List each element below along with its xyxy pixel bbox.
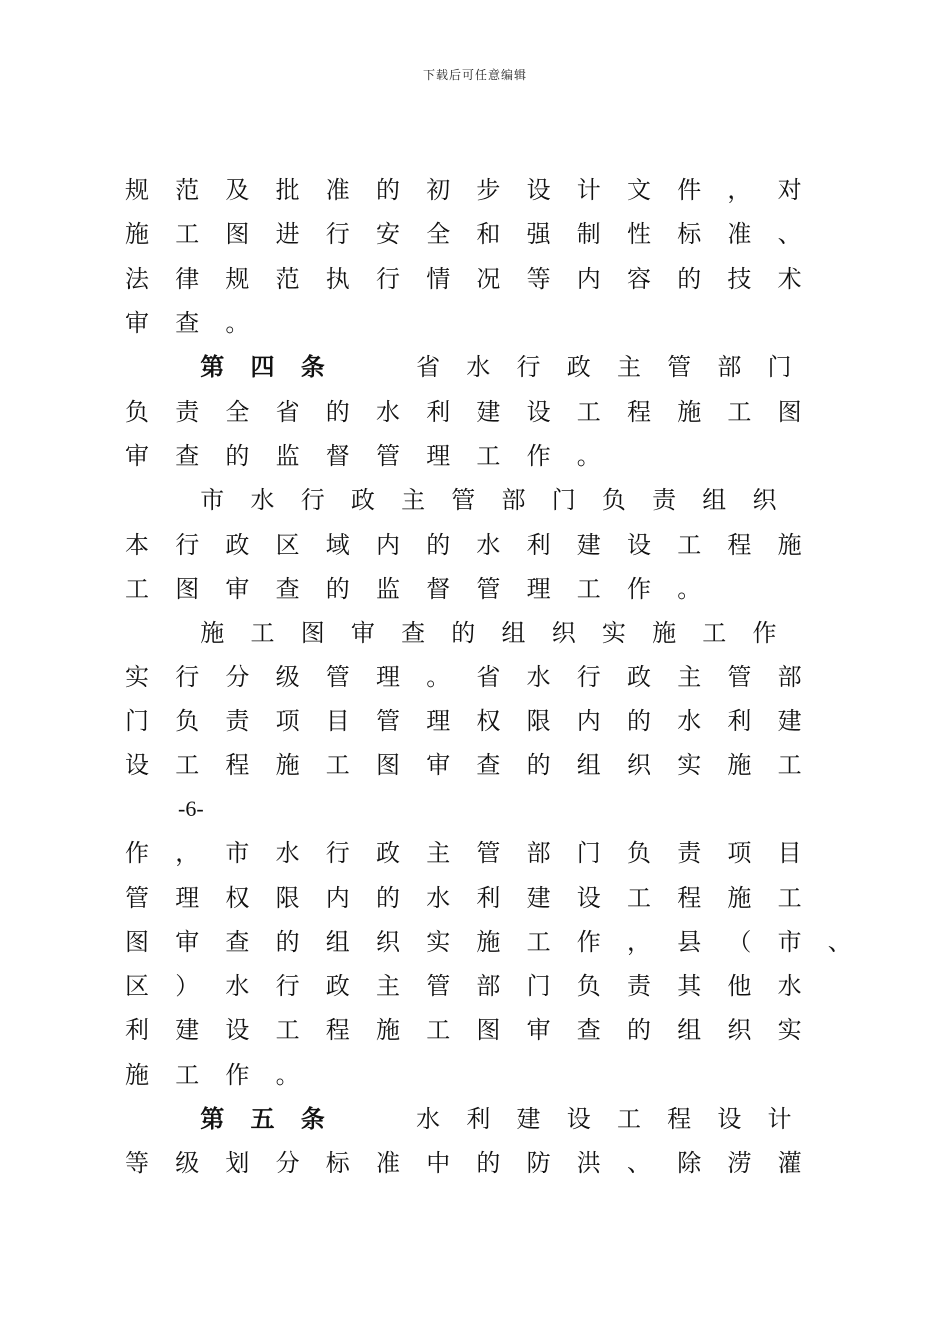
text-char: 建 <box>175 1016 200 1044</box>
text-char: 政 <box>627 663 651 691</box>
text-char: 级 <box>175 1149 200 1177</box>
text-char: 区 <box>275 531 300 559</box>
text-char: 管 <box>376 707 400 735</box>
text-line <box>0 920 950 964</box>
text-char: 行 <box>300 486 325 514</box>
text-line <box>0 434 950 478</box>
text-line <box>0 1008 950 1052</box>
text-char: 利 <box>125 1016 149 1044</box>
text-char: 作 <box>576 928 601 956</box>
text-char: 管 <box>667 353 692 381</box>
text-char: 部 <box>476 972 501 1000</box>
text-char: 情 <box>426 265 451 293</box>
text-char: 强 <box>526 220 551 248</box>
text-char: 查 <box>275 575 300 603</box>
text-char: 行 <box>325 839 350 867</box>
text-char: 监 <box>376 575 400 603</box>
text-char: 施 <box>727 884 752 912</box>
text-char: 权 <box>476 707 501 735</box>
text-char: 、 <box>777 220 802 248</box>
text-char: 的 <box>677 265 702 293</box>
text-char: 工 <box>702 619 727 647</box>
text-char: 的 <box>526 751 551 779</box>
text-char: 组 <box>576 751 601 779</box>
text-char: 管 <box>376 442 400 470</box>
text-char: 管 <box>426 972 451 1000</box>
text-char: 中 <box>426 1149 451 1177</box>
text-char: 利 <box>426 398 451 426</box>
text-line <box>0 567 950 611</box>
text-char: 准 <box>325 176 350 204</box>
text-char: 设 <box>576 884 601 912</box>
text-char: 图 <box>300 619 325 647</box>
text-char: 水 <box>250 486 275 514</box>
text-char: 、 <box>827 928 852 956</box>
text-char: 施 <box>125 220 149 248</box>
text-char: 工 <box>275 1016 300 1044</box>
text-char: 分 <box>225 663 250 691</box>
text-char: 组 <box>702 486 727 514</box>
text-char: 和 <box>476 220 501 248</box>
text-char: 部 <box>501 486 526 514</box>
text-char: 政 <box>325 972 350 1000</box>
text-char: 项 <box>275 707 300 735</box>
text-char: 政 <box>225 531 250 559</box>
text-char: 标 <box>325 1149 350 1177</box>
text-char: 工 <box>777 751 802 779</box>
text-line <box>0 876 950 920</box>
text-char: 的 <box>451 619 476 647</box>
text-char: 组 <box>325 928 350 956</box>
text-char: 部 <box>777 663 802 691</box>
text-char: 的 <box>627 707 651 735</box>
text-char: 涝 <box>727 1149 752 1177</box>
text-char: 程 <box>727 531 752 559</box>
text-char: 政 <box>350 486 375 514</box>
text-char: 内 <box>576 707 601 735</box>
text-char: 理 <box>426 442 451 470</box>
text-char: 的 <box>476 1149 501 1177</box>
text-char: 况 <box>476 265 501 293</box>
text-char: 限 <box>526 707 551 735</box>
text-char: 理 <box>426 707 451 735</box>
text-char: 水 <box>466 353 491 381</box>
text-line <box>0 699 950 743</box>
text-char: ， <box>627 928 651 956</box>
text-char: 灌 <box>777 1149 802 1177</box>
text-char: 程 <box>325 1016 350 1044</box>
text-char: 、 <box>627 1149 651 1177</box>
text-line <box>0 831 950 875</box>
text-char: 省 <box>476 663 501 691</box>
text-char: 理 <box>526 575 551 603</box>
text-char: 部 <box>526 839 551 867</box>
text-char: 建 <box>516 1105 541 1133</box>
text-char: 市 <box>777 928 802 956</box>
text-char: 门 <box>125 707 149 735</box>
text-line <box>0 964 950 1008</box>
text-char: 市 <box>225 839 250 867</box>
text-char: 实 <box>777 1016 802 1044</box>
page-header: 下载后可任意编辑 <box>422 68 527 82</box>
text-char: 门 <box>576 839 601 867</box>
text-char: 作 <box>752 619 777 647</box>
text-line <box>0 478 950 522</box>
text-char: 水 <box>376 398 400 426</box>
text-char: 工 <box>616 1105 641 1133</box>
text-char: 准 <box>727 220 752 248</box>
text-char: 行 <box>175 663 200 691</box>
text-char: 审 <box>225 575 250 603</box>
text-char: 负 <box>125 398 149 426</box>
text-char: 水 <box>275 839 300 867</box>
text-char: 工 <box>526 928 551 956</box>
text-char: 水 <box>426 884 451 912</box>
text-char: 设 <box>526 398 551 426</box>
text-char: 。 <box>225 309 250 337</box>
text-char: 作 <box>125 839 149 867</box>
text-line <box>0 257 950 301</box>
text-char: 作 <box>526 442 551 470</box>
text-char: 的 <box>426 531 451 559</box>
text-char: 。 <box>426 663 451 691</box>
text-char: 内 <box>576 265 601 293</box>
text-char: 设 <box>627 531 651 559</box>
text-char: 的 <box>376 176 400 204</box>
text-char: 的 <box>376 884 400 912</box>
text-char: 审 <box>175 928 200 956</box>
text-char: 进 <box>275 220 300 248</box>
text-char: 施 <box>125 1061 149 1089</box>
text-char: 审 <box>125 442 149 470</box>
text-char: 限 <box>275 884 300 912</box>
text-char: 律 <box>175 265 200 293</box>
text-char: 审 <box>426 751 451 779</box>
text-char: 工 <box>175 751 200 779</box>
text-char: 图 <box>225 220 250 248</box>
text-char: 主 <box>376 972 400 1000</box>
text-char: ） <box>175 972 200 1000</box>
text-char: 查 <box>401 619 426 647</box>
text-char: 全 <box>225 398 250 426</box>
text-char: 县 <box>677 928 702 956</box>
text-char: 批 <box>275 176 300 204</box>
text-char: 水 <box>225 972 250 1000</box>
text-char: 审 <box>350 619 375 647</box>
text-char: 目 <box>777 839 802 867</box>
text-char: 利 <box>526 531 551 559</box>
text-char: 标 <box>677 220 702 248</box>
text-char: 组 <box>677 1016 702 1044</box>
text-char: 门 <box>551 486 576 514</box>
text-char: 实 <box>426 928 451 956</box>
text-char: 等 <box>125 1149 149 1177</box>
text-char: 。 <box>275 1061 300 1089</box>
text-char: 工 <box>426 1016 451 1044</box>
text-char: 主 <box>401 486 426 514</box>
text-char: 施 <box>777 531 802 559</box>
text-char: 文 <box>627 176 651 204</box>
text-char: 区 <box>125 972 149 1000</box>
text-line <box>0 1053 950 1097</box>
text-char: 施 <box>677 398 702 426</box>
text-char: 施 <box>200 619 225 647</box>
text-char: 技 <box>727 265 752 293</box>
text-char: 图 <box>125 928 149 956</box>
text-char: 图 <box>376 751 400 779</box>
text-char: 管 <box>476 575 501 603</box>
text-char: 工 <box>576 575 601 603</box>
text-char: 施 <box>376 1016 400 1044</box>
text-char: 规 <box>225 265 250 293</box>
text-char: 工 <box>677 531 702 559</box>
text-char: 监 <box>275 442 300 470</box>
text-char: 责 <box>225 707 250 735</box>
text-char: 水 <box>677 707 702 735</box>
text-char: 建 <box>526 884 551 912</box>
text-char: 织 <box>752 486 777 514</box>
text-char: 负 <box>175 707 200 735</box>
article-heading-char: 四 <box>250 352 275 381</box>
text-char: 目 <box>325 707 350 735</box>
text-char: 设 <box>717 1105 742 1133</box>
text-char: 行 <box>576 663 601 691</box>
text-char: 容 <box>627 265 651 293</box>
text-char: 准 <box>376 1149 400 1177</box>
text-line <box>0 390 950 434</box>
text-char: 管 <box>125 884 149 912</box>
text-char: 查 <box>175 309 200 337</box>
article-heading-char: 第 <box>200 352 225 381</box>
text-char: 件 <box>677 176 702 204</box>
text-char: 管 <box>476 839 501 867</box>
text-char: 图 <box>175 575 200 603</box>
text-char: 洪 <box>576 1149 601 1177</box>
text-line <box>0 212 950 256</box>
text-char: 工 <box>125 575 149 603</box>
text-char: 实 <box>677 751 702 779</box>
text-char: 水 <box>526 663 551 691</box>
text-char: 责 <box>677 839 702 867</box>
text-char: 范 <box>275 265 300 293</box>
text-line <box>0 1141 950 1185</box>
text-char: 市 <box>200 486 225 514</box>
text-char: 计 <box>767 1105 792 1133</box>
text-char: 门 <box>767 353 792 381</box>
text-char: 分 <box>275 1149 300 1177</box>
text-line <box>0 301 950 345</box>
text-char: 。 <box>677 575 702 603</box>
text-char: 水 <box>416 1105 441 1133</box>
text-char: 水 <box>476 531 501 559</box>
text-char: 的 <box>275 928 300 956</box>
text-char: 程 <box>225 751 250 779</box>
text-char: 制 <box>576 220 601 248</box>
text-char: 设 <box>125 751 149 779</box>
article-heading-char: 第 <box>200 1104 225 1133</box>
text-char: 行 <box>516 353 541 381</box>
text-char: 门 <box>526 972 551 1000</box>
text-char: 工 <box>727 398 752 426</box>
text-line <box>0 611 950 655</box>
text-char: 实 <box>125 663 149 691</box>
text-char: 负 <box>627 839 651 867</box>
page-number: -6- <box>178 796 204 821</box>
text-char: 防 <box>526 1149 551 1177</box>
text-char: 全 <box>426 220 451 248</box>
text-char: 的 <box>627 1016 651 1044</box>
text-char: 织 <box>551 619 576 647</box>
text-char: 建 <box>777 707 802 735</box>
text-char: 水 <box>777 972 802 1000</box>
text-char: 工 <box>627 884 651 912</box>
text-char: 实 <box>601 619 626 647</box>
text-char: 划 <box>225 1149 250 1177</box>
text-line <box>0 743 950 787</box>
text-char: 除 <box>677 1149 702 1177</box>
text-char: 理 <box>175 884 200 912</box>
text-char: 查 <box>225 928 250 956</box>
text-char: 责 <box>652 486 677 514</box>
text-char: 负 <box>601 486 626 514</box>
article-heading-char: 条 <box>300 1104 325 1133</box>
text-char: 织 <box>376 928 400 956</box>
text-char: 设 <box>566 1105 591 1133</box>
text-char: 利 <box>727 707 752 735</box>
text-char: 施 <box>275 751 300 779</box>
text-char: 管 <box>325 663 350 691</box>
text-char: 管 <box>727 663 752 691</box>
text-char: 的 <box>325 398 350 426</box>
text-char: 本 <box>125 531 149 559</box>
text-char: 责 <box>175 398 200 426</box>
text-char: 利 <box>476 884 501 912</box>
text-char: 内 <box>376 531 400 559</box>
text-char: 初 <box>426 176 451 204</box>
text-char: 政 <box>376 839 400 867</box>
text-char: 级 <box>275 663 300 691</box>
text-char: 性 <box>627 220 651 248</box>
text-char: 工 <box>175 220 200 248</box>
text-char: 省 <box>416 353 441 381</box>
text-char: 对 <box>777 176 802 204</box>
text-char: 施 <box>727 751 752 779</box>
text-char: 行 <box>376 265 400 293</box>
text-char: 工 <box>175 1061 200 1089</box>
text-char: 执 <box>325 265 350 293</box>
text-line <box>0 655 950 699</box>
text-char: 督 <box>426 575 451 603</box>
text-char: 工 <box>250 619 275 647</box>
text-char: 工 <box>325 751 350 779</box>
text-char: 作 <box>627 575 651 603</box>
text-char: 主 <box>616 353 641 381</box>
text-char: 政 <box>566 353 591 381</box>
text-char: 责 <box>627 972 651 1000</box>
text-char: 权 <box>225 884 250 912</box>
text-char: 主 <box>677 663 702 691</box>
text-char: 审 <box>125 309 149 337</box>
text-char: 程 <box>667 1105 692 1133</box>
text-char: 图 <box>476 1016 501 1044</box>
text-char: 组 <box>501 619 526 647</box>
text-char: 内 <box>325 884 350 912</box>
text-char: 域 <box>325 531 350 559</box>
text-char: 施 <box>476 928 501 956</box>
text-char: 步 <box>476 176 501 204</box>
text-char: 的 <box>325 575 350 603</box>
text-char: 施 <box>652 619 677 647</box>
text-char: 术 <box>777 265 802 293</box>
text-char: 查 <box>476 751 501 779</box>
text-char: 的 <box>225 442 250 470</box>
article-heading-char: 条 <box>300 352 325 381</box>
text-char: 查 <box>576 1016 601 1044</box>
text-char: ， <box>175 839 200 867</box>
text-char: 负 <box>576 972 601 1000</box>
text-char: 理 <box>376 663 400 691</box>
text-char: 工 <box>777 884 802 912</box>
text-char: 设 <box>526 176 551 204</box>
text-char: 法 <box>125 265 149 293</box>
text-char: 设 <box>225 1016 250 1044</box>
text-char: 主 <box>426 839 451 867</box>
text-line <box>0 523 950 567</box>
text-char: 织 <box>727 1016 752 1044</box>
text-char: 。 <box>576 442 601 470</box>
text-char: 部 <box>717 353 742 381</box>
text-char: 建 <box>476 398 501 426</box>
text-line <box>0 1097 950 1141</box>
text-char: ， <box>727 176 752 204</box>
text-char: 作 <box>225 1061 250 1089</box>
text-char: 及 <box>225 176 250 204</box>
text-char: 织 <box>627 751 651 779</box>
text-char: 督 <box>325 442 350 470</box>
text-char: 计 <box>576 176 601 204</box>
text-char: 规 <box>125 176 149 204</box>
text-char: 利 <box>466 1105 491 1133</box>
text-char: 工 <box>576 398 601 426</box>
article-heading-char: 五 <box>250 1104 275 1133</box>
text-char: 图 <box>777 398 802 426</box>
text-char: 管 <box>451 486 476 514</box>
text-char: 他 <box>727 972 752 1000</box>
text-char: 工 <box>476 442 501 470</box>
text-char: 其 <box>677 972 702 1000</box>
text-char: 范 <box>175 176 200 204</box>
text-char: 程 <box>627 398 651 426</box>
text-line <box>0 345 950 389</box>
text-char: 等 <box>526 265 551 293</box>
text-char: 行 <box>175 531 200 559</box>
text-line <box>0 168 950 212</box>
text-char: 建 <box>576 531 601 559</box>
text-char: 项 <box>727 839 752 867</box>
text-char: 省 <box>275 398 300 426</box>
text-char: 安 <box>376 220 400 248</box>
text-char: 审 <box>526 1016 551 1044</box>
text-char: （ <box>727 928 752 956</box>
text-char: 行 <box>275 972 300 1000</box>
text-char: 程 <box>677 884 702 912</box>
text-char: 行 <box>325 220 350 248</box>
text-char: 查 <box>175 442 200 470</box>
